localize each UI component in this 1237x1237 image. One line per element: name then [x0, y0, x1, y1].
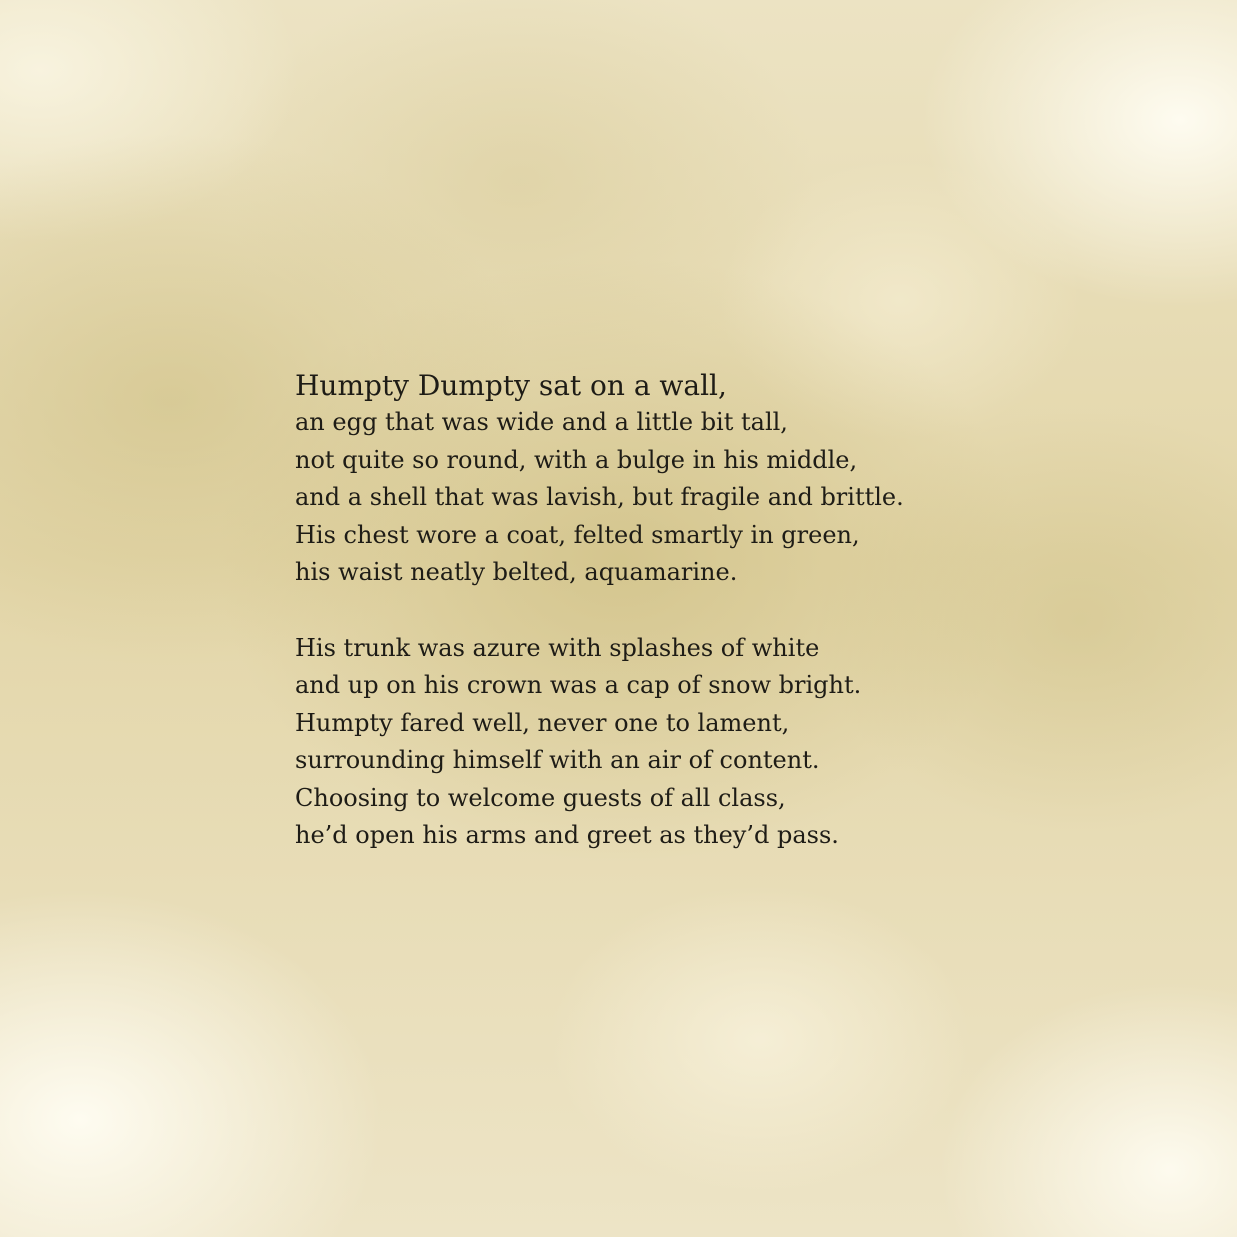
stanza-1 — [295, 404, 995, 592]
poem-line: surrounding himself with an air of content. — [295, 746, 820, 774]
poem-line: an egg that was wide and a little bit tall, — [295, 408, 788, 436]
poem-line: Humpty fared well, never one to lament, — [295, 708, 790, 737]
poem-line: and a shell that was lavish, but fragile and brittle. — [295, 483, 904, 511]
poem-line: he’d open his arms and greet as they’d pass. — [295, 821, 839, 849]
poem-line: Choosing to welcome guests of all class, — [295, 783, 786, 812]
poem-line: his waist neatly belted, aquamarine. — [295, 558, 738, 586]
poem-line: not quite so round, with a bulge in his middle, — [295, 445, 858, 474]
poem-line: and up on his crown was a cap of snow bright. — [295, 671, 862, 699]
poem-line: His chest wore a coat, felted smartly in green, — [295, 520, 860, 549]
poem-title: Humpty Dumpty sat on a wall, — [295, 369, 727, 402]
poem-line: His trunk was azure with splashes of white — [295, 633, 820, 662]
poem — [295, 368, 995, 855]
stanza-2 — [295, 630, 995, 855]
